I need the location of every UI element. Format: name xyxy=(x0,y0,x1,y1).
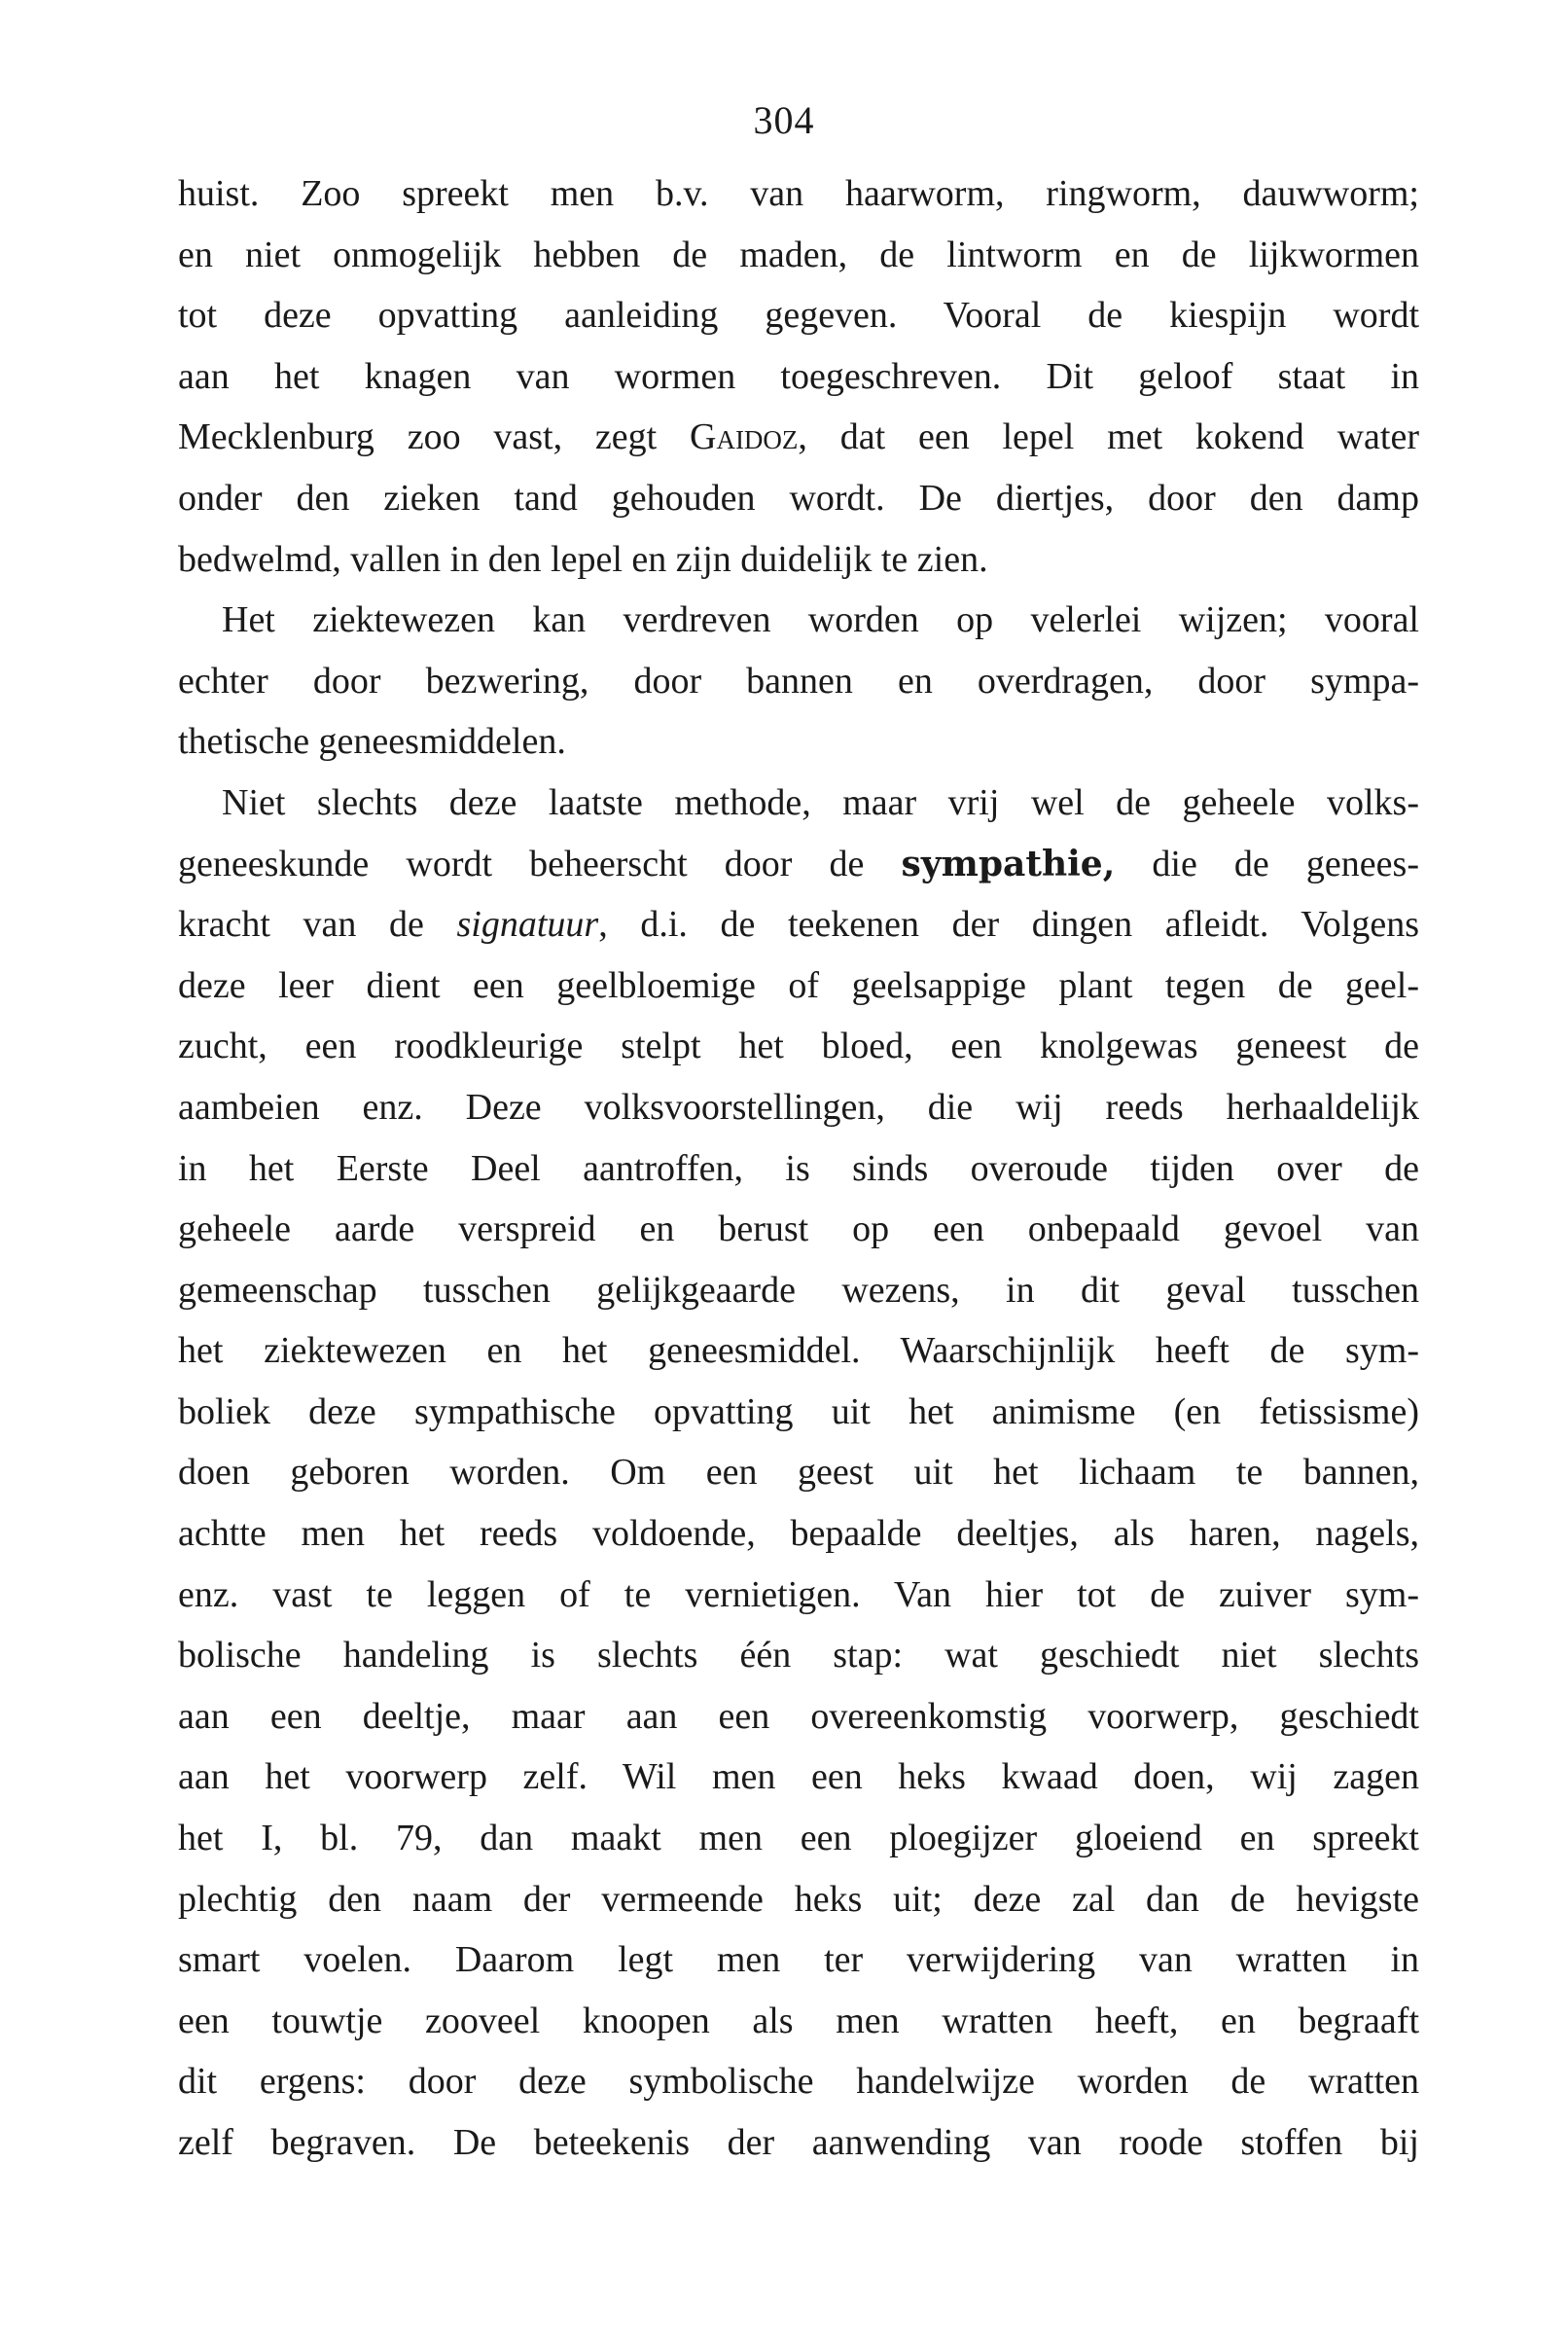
page-number: 304 xyxy=(753,98,815,142)
text-line: doen geboren worden. Om een geest uit het lichaam te bannen, xyxy=(178,1452,1419,1494)
text-line: onder den zieken tand gehouden wordt. De diertjes, door den damp xyxy=(178,477,1419,519)
text-line: enz. vast te leggen of te vernietigen. Van hier tot de zuiver sym- xyxy=(178,1573,1419,1615)
text-line: gemeenschap tusschen gelijkgeaarde wezens, in dit geval tusschen xyxy=(178,1269,1419,1311)
text-line: boliek deze sympathische opvatting uit het animisme (en fetissisme) xyxy=(178,1390,1419,1432)
text-line xyxy=(178,407,1419,468)
body-text xyxy=(178,163,1419,2174)
text-line: bedwelmd, vallen in den lepel en zijn duidelijk te zien. xyxy=(178,538,988,580)
text-line: echter door bezwering, door bannen en overdragen, door sympa- xyxy=(178,660,1419,702)
italic-term: signatuur xyxy=(456,904,599,946)
text-line: achtte men het reeds voldoende, bepaalde deeltjes, als haren, nagels, xyxy=(178,1513,1419,1555)
text-line xyxy=(178,894,1419,955)
text-line xyxy=(178,834,1419,895)
text-line: geheele aarde verspreid en berust op een onbepaald gevoel van xyxy=(178,1208,1419,1250)
text-line: Het ziektewezen kan verdreven worden op velerlei wijzen; vooral xyxy=(222,599,1419,641)
text-line: plechtig den naam der vermeende heks uit; deze zal dan de hevigste xyxy=(178,1878,1419,1920)
text-line: Niet slechts deze laatste methode, maar vrij wel de geheele volks- xyxy=(222,781,1419,823)
text-line: het ziektewezen en het geneesmiddel. Waarschijnlijk heeft de sym- xyxy=(178,1330,1419,1372)
text-line: zelf begraven. De beteekenis der aanwending van roode stoffen bij xyxy=(178,2122,1419,2163)
text-line: het I, bl. 79, dan maakt men een ploegijzer gloeiend en spreekt xyxy=(178,1818,1419,1859)
text-run: Mecklenburg zoo vast, zegt xyxy=(178,416,690,458)
text-run: die de genees- xyxy=(1115,843,1419,884)
text-line: tot deze opvatting aanleiding gegeven. Vooral de kiespijn wordt xyxy=(178,295,1419,337)
text-line: een touwtje zooveel knoopen als men wratten heeft, en begraaft xyxy=(178,2000,1419,2041)
text-line: smart voelen. Daarom legt men ter verwijdering van wratten in xyxy=(178,1939,1419,1981)
text-line: in het Eerste Deel aantroffen, is sinds overoude tijden over de xyxy=(178,1147,1419,1189)
text-line: aambeien enz. Deze volksvoorstellingen, die wij reeds herhaaldelijk xyxy=(178,1086,1419,1128)
text-line: huist. Zoo spreekt men b.v. van haarworm, ringworm, dauwworm; xyxy=(178,173,1419,214)
author-name: Gaidoz xyxy=(690,416,799,458)
text-run: , d.i. de teekenen der dingen afleidt. Volgens xyxy=(598,904,1419,946)
text-line: en niet onmogelijk hebben de maden, de lintworm en de lijkwormen xyxy=(178,234,1419,275)
text-run: geneeskunde wordt beheerscht door de xyxy=(178,843,902,884)
text-run: kracht van de xyxy=(178,904,457,946)
text-line: aan een deeltje, maar aan een overeenkomstig voorwerp, geschiedt xyxy=(178,1695,1419,1737)
text-run: , dat een lepel met kokend water xyxy=(798,416,1419,458)
text-line: deze leer dient een geelbloemige of geelsappige plant tegen de geel- xyxy=(178,964,1419,1006)
text-line: dit ergens: door deze symbolische handelwijze worden de wratten xyxy=(178,2061,1419,2103)
text-line: aan het voorwerp zelf. Wil men een heks kwaad doen, wij zagen xyxy=(178,1756,1419,1798)
text-line: bolische handeling is slechts één stap: wat geschiedt niet slechts xyxy=(178,1635,1419,1676)
text-line: aan het knagen van wormen toegeschreven. Dit geloof staat in xyxy=(178,355,1419,397)
bold-term: sympathie, xyxy=(901,843,1116,884)
text-line: zucht, een roodkleurige stelpt het bloed, een knolgewas geneest de xyxy=(178,1026,1419,1067)
text-line: thetische geneesmiddelen. xyxy=(178,721,566,763)
